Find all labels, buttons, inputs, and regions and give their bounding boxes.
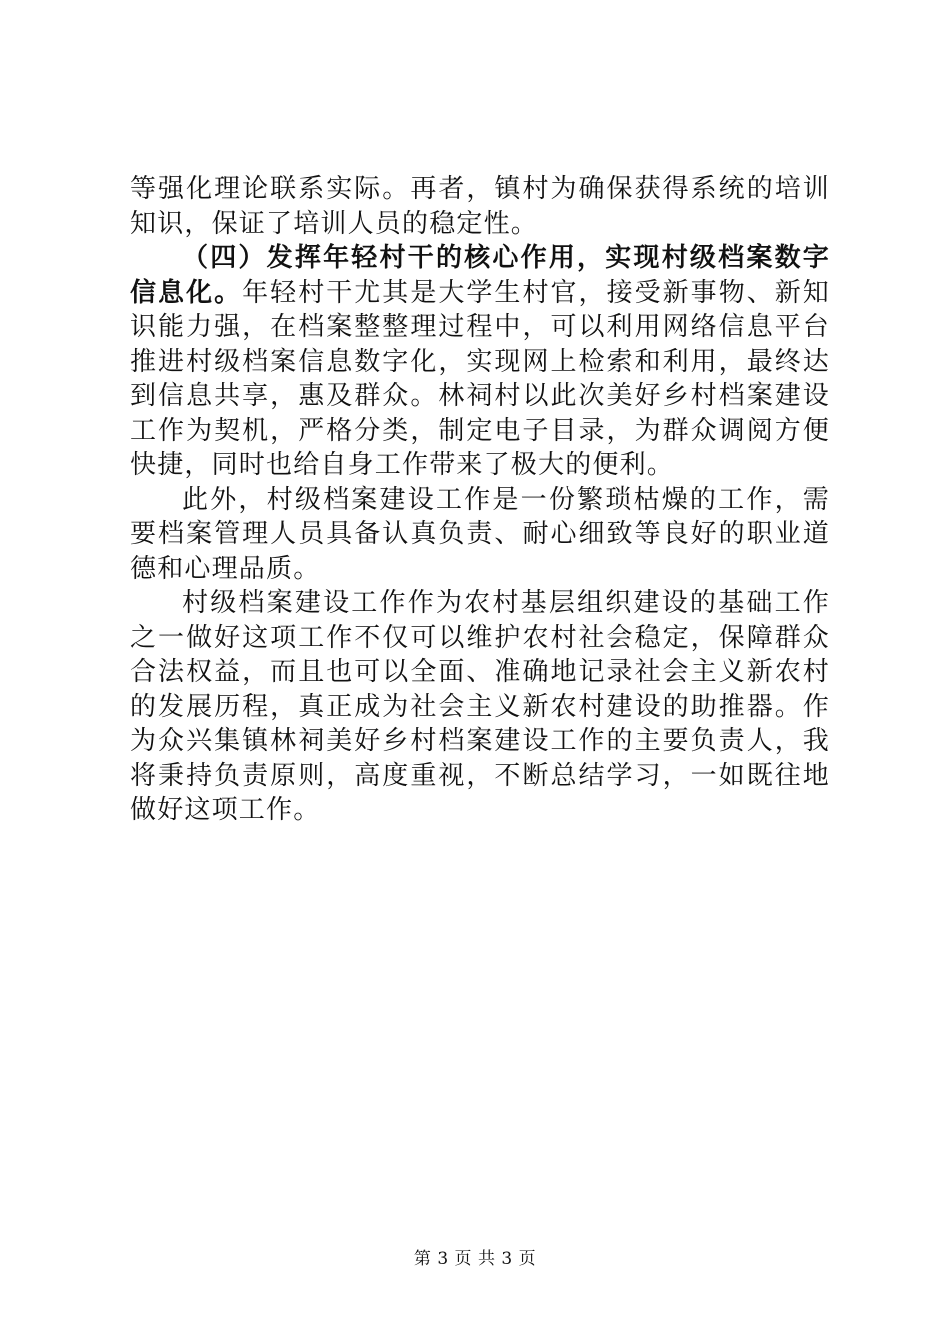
document-body — [130, 172, 830, 828]
paragraph-additional — [130, 483, 830, 587]
paragraph-text: 年轻村干尤其是大学生村官，接受新事物、新知识能力强，在档案整整理过程中，可以利用网络信息平台推进村级档案信息数字化，实现网上检索和利用，最终达到信息共享，惠及群众。林祠村以此次美好乡村档案建设工作为契机，严格分类，制定电子目录，为群众调阅方便快捷，同时也给自身工作带来了极大的便利。 — [130, 277, 830, 480]
paragraph-text: 等强化理论联系实际。再者，镇村为确保获得系统的培训知识，保证了培训人员的稳定性。 — [130, 174, 830, 239]
section-heading: （四）发挥年轻村干的核心作用，实现村级档案数字信息化。 — [130, 243, 830, 308]
paragraph-text: 村级档案建设工作作为农村基层组织建设的基础工作之一做好这项工作不仅可以维护农村社会稳定，保障群众合法权益，而且也可以全面、准确地记录社会主义新农村的发展历程，真正成为社会主义新农村建设的助推器。作为众兴集镇林祠美好乡村档案建设工作的主要负责人，我将秉持负责原则，高度重视，不断总结学习，一如既往地做好这项工作。 — [130, 588, 830, 825]
paragraph-section-four — [130, 241, 830, 483]
paragraph-text: 此外，村级档案建设工作是一份繁琐枯燥的工作，需要档案管理人员具备认真负责、耐心细致等良好的职业道德和心理品质。 — [130, 484, 830, 584]
paragraph-continuation — [130, 172, 830, 241]
page-number-label: 第 3 页 共 3 页 — [413, 1249, 537, 1269]
paragraph-conclusion — [130, 586, 830, 828]
page-footer — [0, 1244, 950, 1269]
